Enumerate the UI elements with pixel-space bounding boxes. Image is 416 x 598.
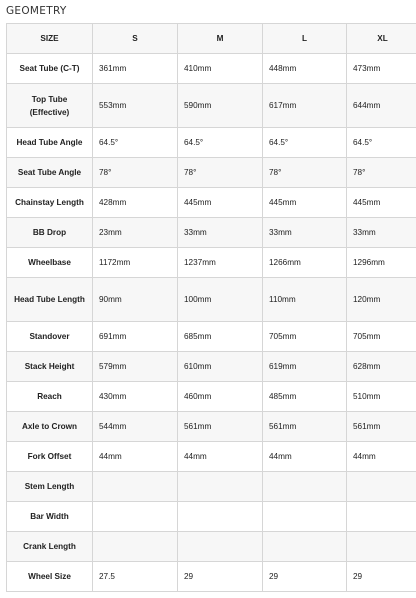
cell: 33mm	[263, 218, 347, 248]
row-label: Reach	[7, 382, 93, 412]
table-row	[7, 322, 416, 352]
table-header-row	[7, 24, 416, 54]
cell: 33mm	[347, 218, 416, 248]
table-row	[7, 128, 416, 158]
row-label: Standover	[7, 322, 93, 352]
cell	[263, 532, 347, 562]
cell: 64.5°	[263, 128, 347, 158]
row-label: Crank Length	[7, 532, 93, 562]
cell: 445mm	[178, 188, 263, 218]
table-row	[7, 218, 416, 248]
cell: 445mm	[347, 188, 416, 218]
cell	[178, 532, 263, 562]
table-row	[7, 412, 416, 442]
row-label: Axle to Crown	[7, 412, 93, 442]
geometry-table	[6, 23, 416, 592]
cell: 78°	[178, 158, 263, 188]
cell: 29	[178, 562, 263, 592]
cell: 561mm	[178, 412, 263, 442]
row-label: Bar Width	[7, 502, 93, 532]
cell: 110mm	[263, 278, 347, 322]
cell: 430mm	[93, 382, 178, 412]
cell	[178, 502, 263, 532]
cell: 64.5°	[178, 128, 263, 158]
cell: 705mm	[347, 322, 416, 352]
cell: 1296mm	[347, 248, 416, 278]
table-row	[7, 188, 416, 218]
cell: 29	[263, 562, 347, 592]
cell: 561mm	[347, 412, 416, 442]
cell: 44mm	[93, 442, 178, 472]
cell: 44mm	[178, 442, 263, 472]
section-title: GEOMETRY	[6, 5, 67, 17]
cell: 445mm	[263, 188, 347, 218]
cell: 544mm	[93, 412, 178, 442]
cell	[263, 472, 347, 502]
cell	[347, 472, 416, 502]
cell: 628mm	[347, 352, 416, 382]
cell: 460mm	[178, 382, 263, 412]
cell: 64.5°	[93, 128, 178, 158]
cell: 617mm	[263, 84, 347, 128]
cell	[347, 532, 416, 562]
cell: 1237mm	[178, 248, 263, 278]
cell: 90mm	[93, 278, 178, 322]
row-label: Fork Offset	[7, 442, 93, 472]
row-label: Stack Height	[7, 352, 93, 382]
cell	[263, 502, 347, 532]
table-row	[7, 278, 416, 322]
cell: 33mm	[178, 218, 263, 248]
cell: 705mm	[263, 322, 347, 352]
cell: 644mm	[347, 84, 416, 128]
table-row	[7, 248, 416, 278]
cell: 29	[347, 562, 416, 592]
cell: 1266mm	[263, 248, 347, 278]
header-xl: XL	[347, 24, 416, 54]
row-label: Head Tube Length	[7, 278, 93, 322]
cell: 23mm	[93, 218, 178, 248]
cell: 428mm	[93, 188, 178, 218]
table-row	[7, 158, 416, 188]
cell: 78°	[347, 158, 416, 188]
cell: 619mm	[263, 352, 347, 382]
row-label: Stem Length	[7, 472, 93, 502]
table-row	[7, 442, 416, 472]
table-row	[7, 502, 416, 532]
cell: 610mm	[178, 352, 263, 382]
cell: 691mm	[93, 322, 178, 352]
cell: 1172mm	[93, 248, 178, 278]
table-row	[7, 532, 416, 562]
cell: 78°	[93, 158, 178, 188]
cell: 44mm	[347, 442, 416, 472]
header-m: M	[178, 24, 263, 54]
cell: 579mm	[93, 352, 178, 382]
cell	[347, 502, 416, 532]
table-row	[7, 54, 416, 84]
table-row	[7, 84, 416, 128]
cell	[178, 472, 263, 502]
row-label: Top Tube (Effective)	[7, 84, 93, 128]
cell: 685mm	[178, 322, 263, 352]
cell: 485mm	[263, 382, 347, 412]
cell: 120mm	[347, 278, 416, 322]
cell: 100mm	[178, 278, 263, 322]
cell	[93, 532, 178, 562]
header-l: L	[263, 24, 347, 54]
cell: 448mm	[263, 54, 347, 84]
cell: 44mm	[263, 442, 347, 472]
cell	[93, 472, 178, 502]
table-row	[7, 382, 416, 412]
row-label: Chainstay Length	[7, 188, 93, 218]
cell: 553mm	[93, 84, 178, 128]
cell: 473mm	[347, 54, 416, 84]
cell: 510mm	[347, 382, 416, 412]
cell	[93, 502, 178, 532]
header-s: S	[93, 24, 178, 54]
row-label: Wheelbase	[7, 248, 93, 278]
table-row	[7, 562, 416, 592]
cell: 27.5	[93, 562, 178, 592]
row-label: Seat Tube Angle	[7, 158, 93, 188]
cell: 78°	[263, 158, 347, 188]
table-row	[7, 472, 416, 502]
cell: 64.5°	[347, 128, 416, 158]
cell: 361mm	[93, 54, 178, 84]
row-label: Head Tube Angle	[7, 128, 93, 158]
row-label: Seat Tube (C-T)	[7, 54, 93, 84]
row-label: BB Drop	[7, 218, 93, 248]
table-row	[7, 352, 416, 382]
cell: 561mm	[263, 412, 347, 442]
cell: 410mm	[178, 54, 263, 84]
cell: 590mm	[178, 84, 263, 128]
row-label: Wheel Size	[7, 562, 93, 592]
header-size: SIZE	[7, 24, 93, 54]
